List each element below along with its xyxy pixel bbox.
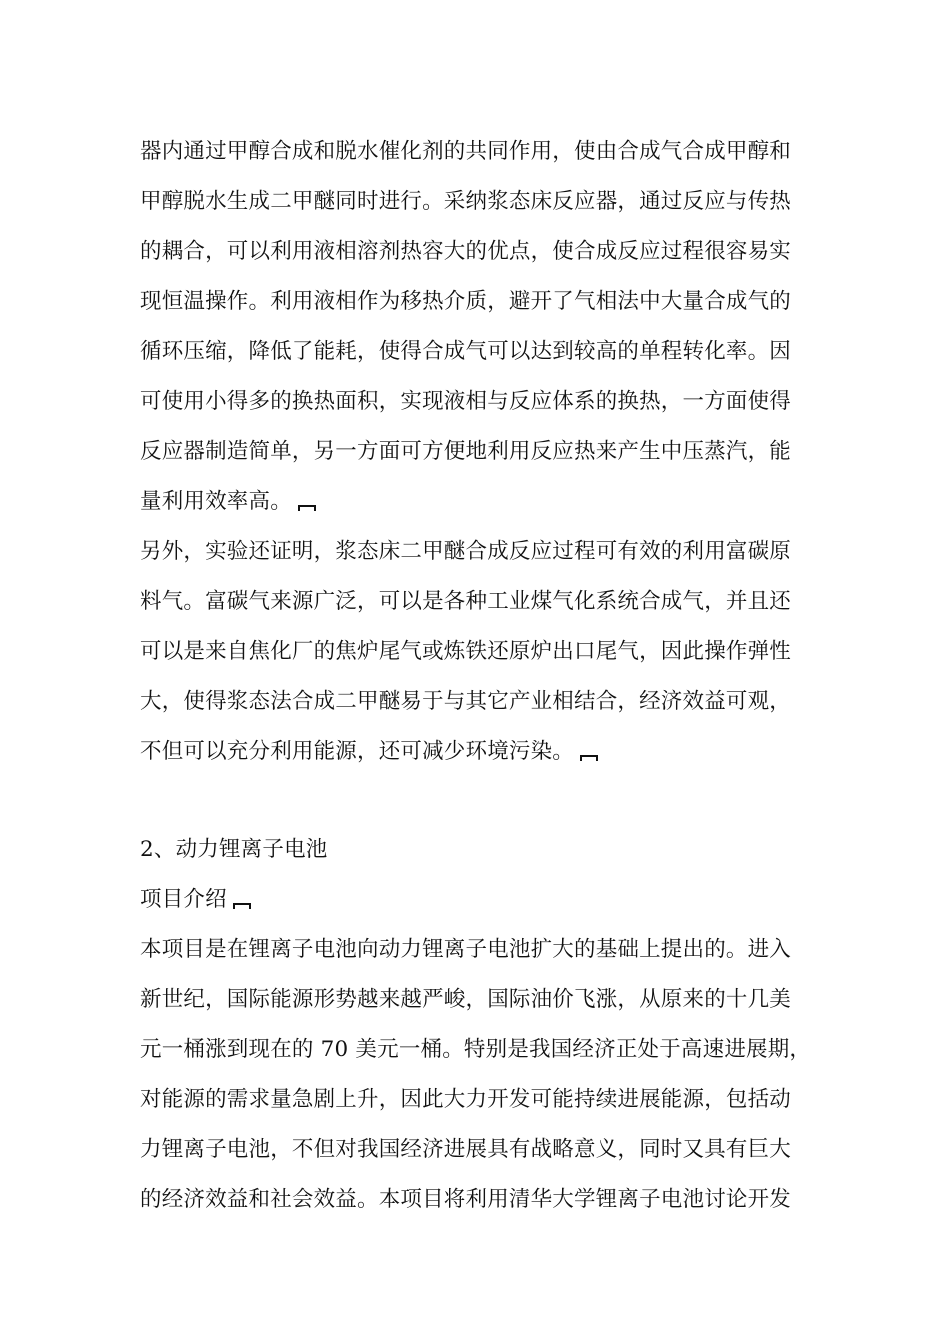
paragraph-mark-icon <box>580 755 598 761</box>
text-line: 料气。富碳气来源广泛，可以是各种工业煤气化系统合成气，并且还 <box>140 589 792 614</box>
text-line: 量利用效率高。 <box>140 489 292 514</box>
text-line: 器内通过甲醇合成和脱水催化剂的共同作用，使由合成气合成甲醇和 <box>140 139 792 164</box>
text-line: 可以是来自焦化厂的焦炉尾气或炼铁还原炉出口尾气，因此操作弹性 <box>140 639 792 664</box>
text-line: 新世纪，国际能源形势越来越严峻，国际油价飞涨，从原来的十几美 <box>140 987 792 1012</box>
text-line: 不但可以充分利用能源，还可减少环境污染。 <box>140 739 575 764</box>
text-line: 的经济效益和社会效益。本项目将利用清华大学锂离子电池讨论开发 <box>140 1187 792 1212</box>
text-line: 大，使得浆态法合成二甲醚易于与其它产业相结合，经济效益可观， <box>140 689 792 714</box>
text-line: 力锂离子电池，不但对我国经济进展具有战略意义，同时又具有巨大 <box>140 1137 792 1162</box>
text-line: 可使用小得多的换热面积，实现液相与反应体系的换热，一方面使得 <box>140 389 792 414</box>
text-line: 元一桶涨到现在的 70 美元一桶。特别是我国经济正处于高速进展期， <box>140 1037 812 1062</box>
paragraph-mark-icon <box>298 505 316 511</box>
text-line: 本项目是在锂离子电池向动力锂离子电池扩大的基础上提出的。进入 <box>140 937 792 962</box>
text-line: 另外，实验还证明，浆态床二甲醚合成反应过程可有效的利用富碳原 <box>140 539 792 564</box>
text-line: 反应器制造简单，另一方面可方便地利用反应热来产生中压蒸汽，能 <box>140 439 792 464</box>
subheading-with-mark <box>140 885 251 915</box>
text-line: 对能源的需求量急剧上升，因此大力开发可能持续进展能源，包括动 <box>140 1087 792 1112</box>
subheading: 项目介绍 <box>140 887 227 912</box>
text-line: 的耦合，可以利用液相溶剂热容大的优点，使合成反应过程很容易实 <box>140 239 792 264</box>
text-line: 甲醇脱水生成二甲醚同时进行。采纳浆态床反应器，通过反应与传热 <box>140 189 792 214</box>
text-line-with-mark <box>140 737 598 767</box>
paragraph-mark-icon <box>233 903 251 909</box>
text-line: 循环压缩，降低了能耗，使得合成气可以达到较高的单程转化率。因 <box>140 339 792 364</box>
text-line-with-mark <box>140 487 316 517</box>
text-line: 现恒温操作。利用液相作为移热介质，避开了气相法中大量合成气的 <box>140 289 792 314</box>
section-heading: 2、动力锂离子电池 <box>140 837 328 862</box>
